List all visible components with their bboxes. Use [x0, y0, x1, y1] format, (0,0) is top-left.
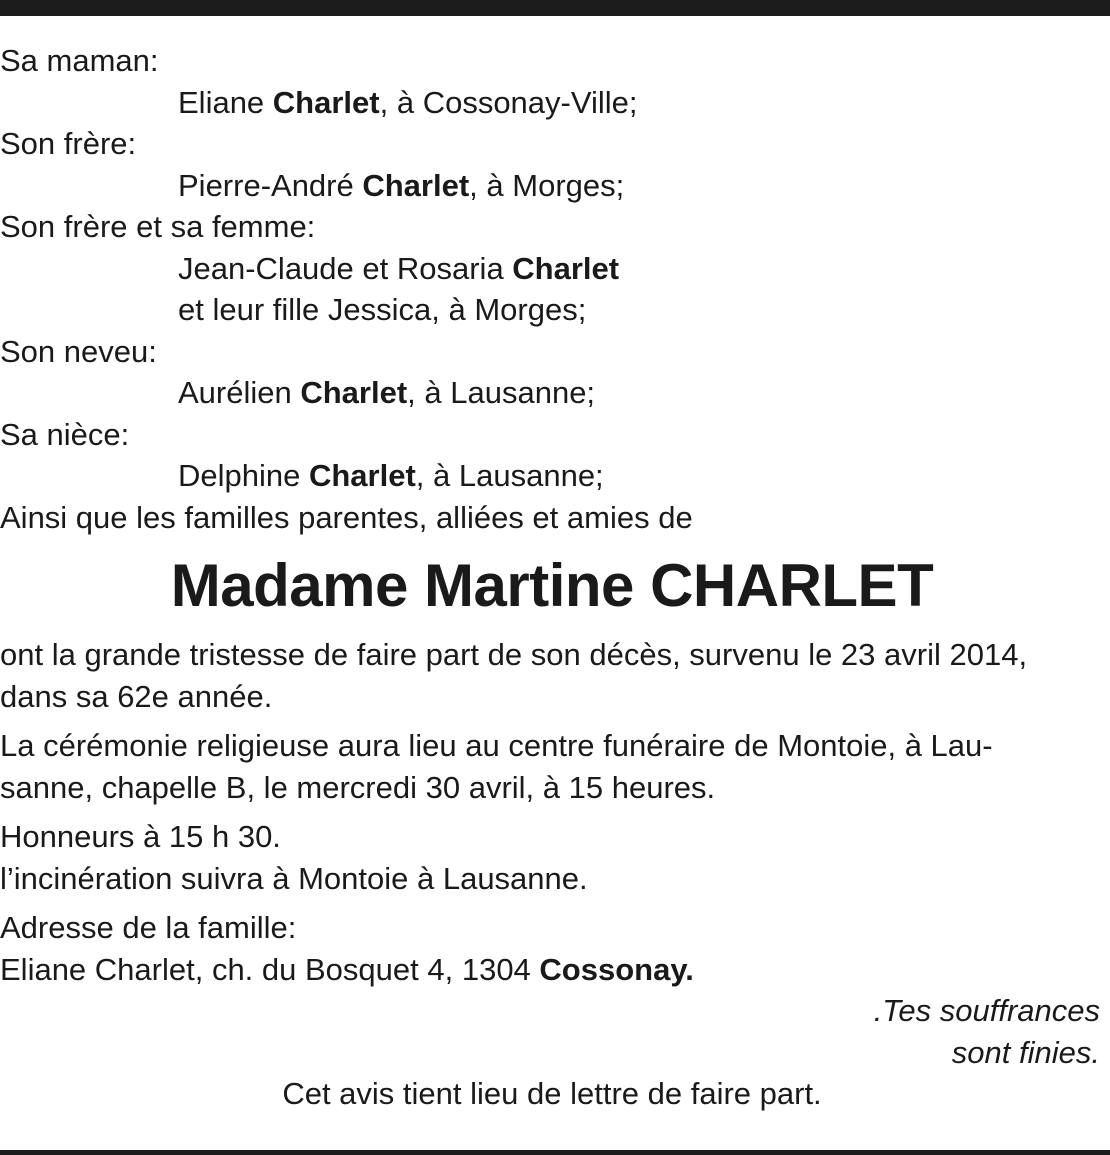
- closing-text: Cet avis tient lieu de lettre de faire part.: [282, 1076, 822, 1111]
- ceremony-line: sanne, chapelle B, le mercredi 30 avril, à 15 heures.: [0, 769, 716, 805]
- honours-line: Honneurs à 15 h 30.: [0, 819, 281, 854]
- family-member: [0, 289, 1104, 331]
- member-first-name: Jean-Claude et Rosaria: [178, 250, 513, 286]
- family-member: [0, 82, 1104, 124]
- member-place: , à Lausanne;: [407, 375, 596, 410]
- intro-text: Ainsi que les familles parentes, alliées et amies de: [0, 499, 693, 535]
- member-first-name: Delphine: [178, 458, 309, 493]
- ceremony-paragraph: [0, 725, 1104, 808]
- quote-block: [0, 990, 1104, 1073]
- deceased-name: Madame Martine CHARLET: [170, 552, 934, 619]
- address-street: Eliane Charlet, ch. du Bosquet 4, 1304: [0, 951, 540, 987]
- member-place: , à Morges;: [469, 167, 625, 203]
- announcement-line: ont la grande tristesse de faire part de son décès, survenu le 23 avril 2014,: [0, 637, 1028, 672]
- ceremony-line: La cérémonie religieuse aura lieu au centre funéraire de Montoie, à Lau-: [0, 728, 993, 763]
- member-surname: Charlet: [308, 458, 416, 493]
- family-relation: Sa nièce:: [0, 416, 130, 452]
- member-first-name: Pierre-André: [178, 167, 363, 203]
- quote-line: sont finies.: [951, 1034, 1100, 1070]
- quote-line: .Tes souffrances: [873, 993, 1100, 1028]
- family-relation: Sa maman:: [0, 43, 159, 78]
- address-line: [0, 949, 1104, 991]
- address-paragraph: [0, 907, 1104, 990]
- member-surname: Charlet: [272, 84, 380, 120]
- announcement-paragraph: [0, 634, 1104, 717]
- family-member: [0, 455, 1104, 497]
- member-place: , à Lausanne;: [415, 458, 604, 493]
- obituary-notice: [0, 40, 1104, 1115]
- announcement-line: dans sa 62e année.: [0, 678, 273, 714]
- member-first-name: Eliane: [178, 84, 273, 120]
- family-member: [0, 165, 1104, 207]
- top-rule: [0, 0, 1110, 16]
- bottom-rule: [0, 1150, 1110, 1155]
- family-relation: Son frère:: [0, 126, 137, 161]
- family-relation: Son neveu:: [0, 333, 157, 369]
- family-member: [0, 372, 1104, 414]
- family-list: [0, 40, 1104, 497]
- member-surname: Charlet: [512, 250, 620, 286]
- family-member: [0, 248, 1104, 290]
- honours-paragraph: [0, 816, 1104, 899]
- member-first-name: Aurélien: [178, 375, 301, 410]
- member-surname: Charlet: [300, 375, 408, 410]
- family-relation: Son frère et sa femme:: [0, 209, 316, 244]
- member-place: , à Cossonay-Ville;: [379, 84, 638, 120]
- member-surname: Charlet: [362, 167, 470, 203]
- address-label: Adresse de la famille:: [0, 910, 297, 945]
- honours-line: l’incinération suivra à Montoie à Lausanne.: [0, 860, 588, 896]
- member-detail: et leur fille Jessica, à Morges;: [178, 292, 587, 327]
- address-town: Cossonay.: [539, 951, 694, 987]
